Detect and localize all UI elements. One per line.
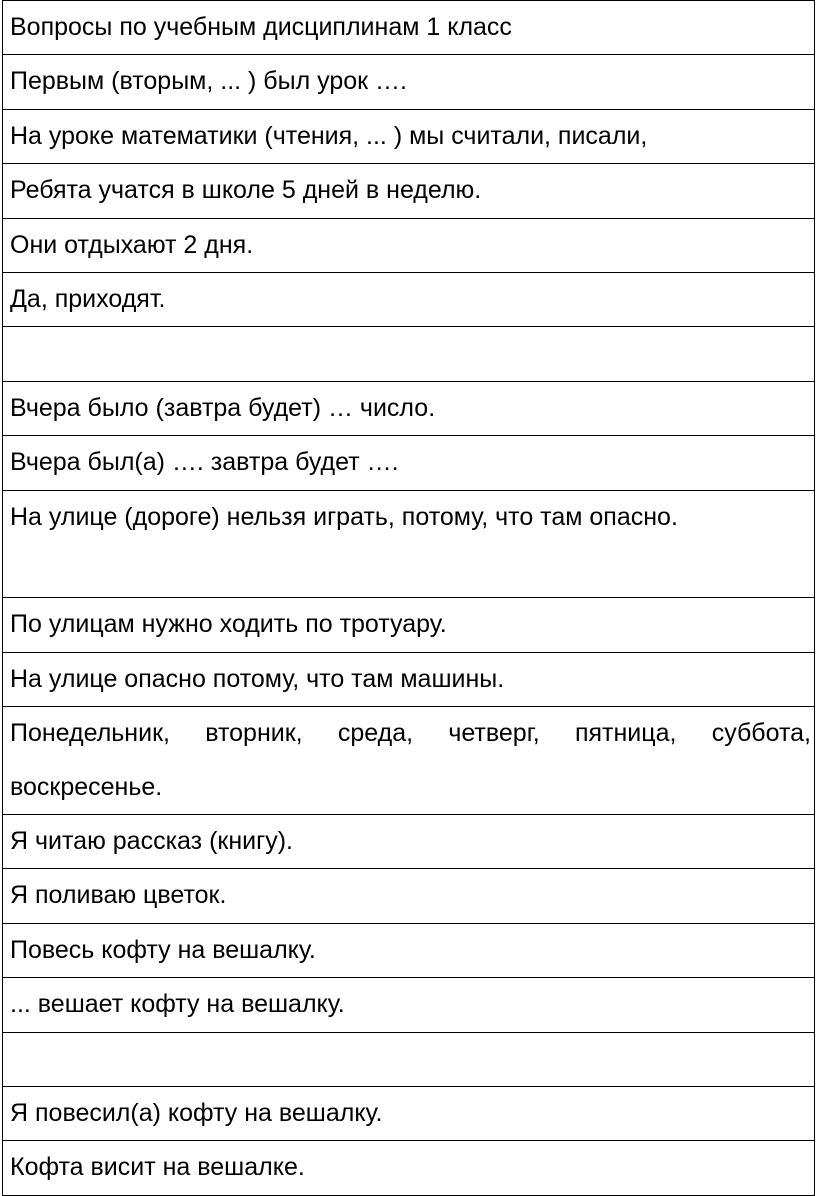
table-row: [3, 707, 815, 815]
table-row: [3, 164, 815, 218]
table-row: [3, 815, 815, 869]
table-cell: Первым (вторым, ... ) был урок ….: [3, 55, 815, 109]
table-row: [3, 1, 815, 55]
table-row: [3, 978, 815, 1032]
table-cell: Вопросы по учебным дисциплинам 1 класс: [3, 1, 815, 55]
table-row: [3, 869, 815, 923]
table-cell: На улице опасно потому, что там машины.: [3, 652, 815, 706]
table-cell: Да, приходят.: [3, 273, 815, 327]
table-row: [3, 1141, 815, 1195]
table-cell: На уроке математики (чтения, ... ) мы считали, писали,: [3, 109, 815, 163]
table-cell: Вчера был(а) …. завтра будет ….: [3, 436, 815, 490]
table-row: [3, 652, 815, 706]
table-row: [3, 598, 815, 652]
table-cell: Ребята учатся в школе 5 дней в неделю.: [3, 164, 815, 218]
table-row: [3, 109, 815, 163]
table-cell-empty: [3, 1032, 815, 1086]
table-cell: Понедельник, вторник, среда, четверг, пятница, суббота, воскресенье.: [3, 707, 815, 815]
table-row: [3, 490, 815, 598]
table-cell: Вчера было (завтра будет) … число.: [3, 381, 815, 435]
table-cell: Я повесил(а) кофту на вешалку.: [3, 1087, 815, 1141]
table-row: [3, 55, 815, 109]
table-row: [3, 381, 815, 435]
table-row: [3, 273, 815, 327]
table-row: [3, 923, 815, 977]
table-row: [3, 1087, 815, 1141]
table-cell: Они отдыхают 2 дня.: [3, 218, 815, 272]
table-cell: На улице (дороге) нельзя играть, потому, что там опасно.: [3, 490, 815, 598]
table-row: [3, 218, 815, 272]
table-cell: Кофта висит на вешалке.: [3, 1141, 815, 1195]
table-cell: Я читаю рассказ (книгу).: [3, 815, 815, 869]
table-row: [3, 436, 815, 490]
table-row: [3, 1032, 815, 1086]
table-cell: По улицам нужно ходить по тротуару.: [3, 598, 815, 652]
table-row: [3, 327, 815, 381]
questions-table: [2, 0, 815, 1196]
table-cell-empty: [3, 327, 815, 381]
table-cell: Повесь кофту на вешалку.: [3, 923, 815, 977]
table-cell: Я поливаю цветок.: [3, 869, 815, 923]
table-cell: ... вешает кофту на вешалку.: [3, 978, 815, 1032]
